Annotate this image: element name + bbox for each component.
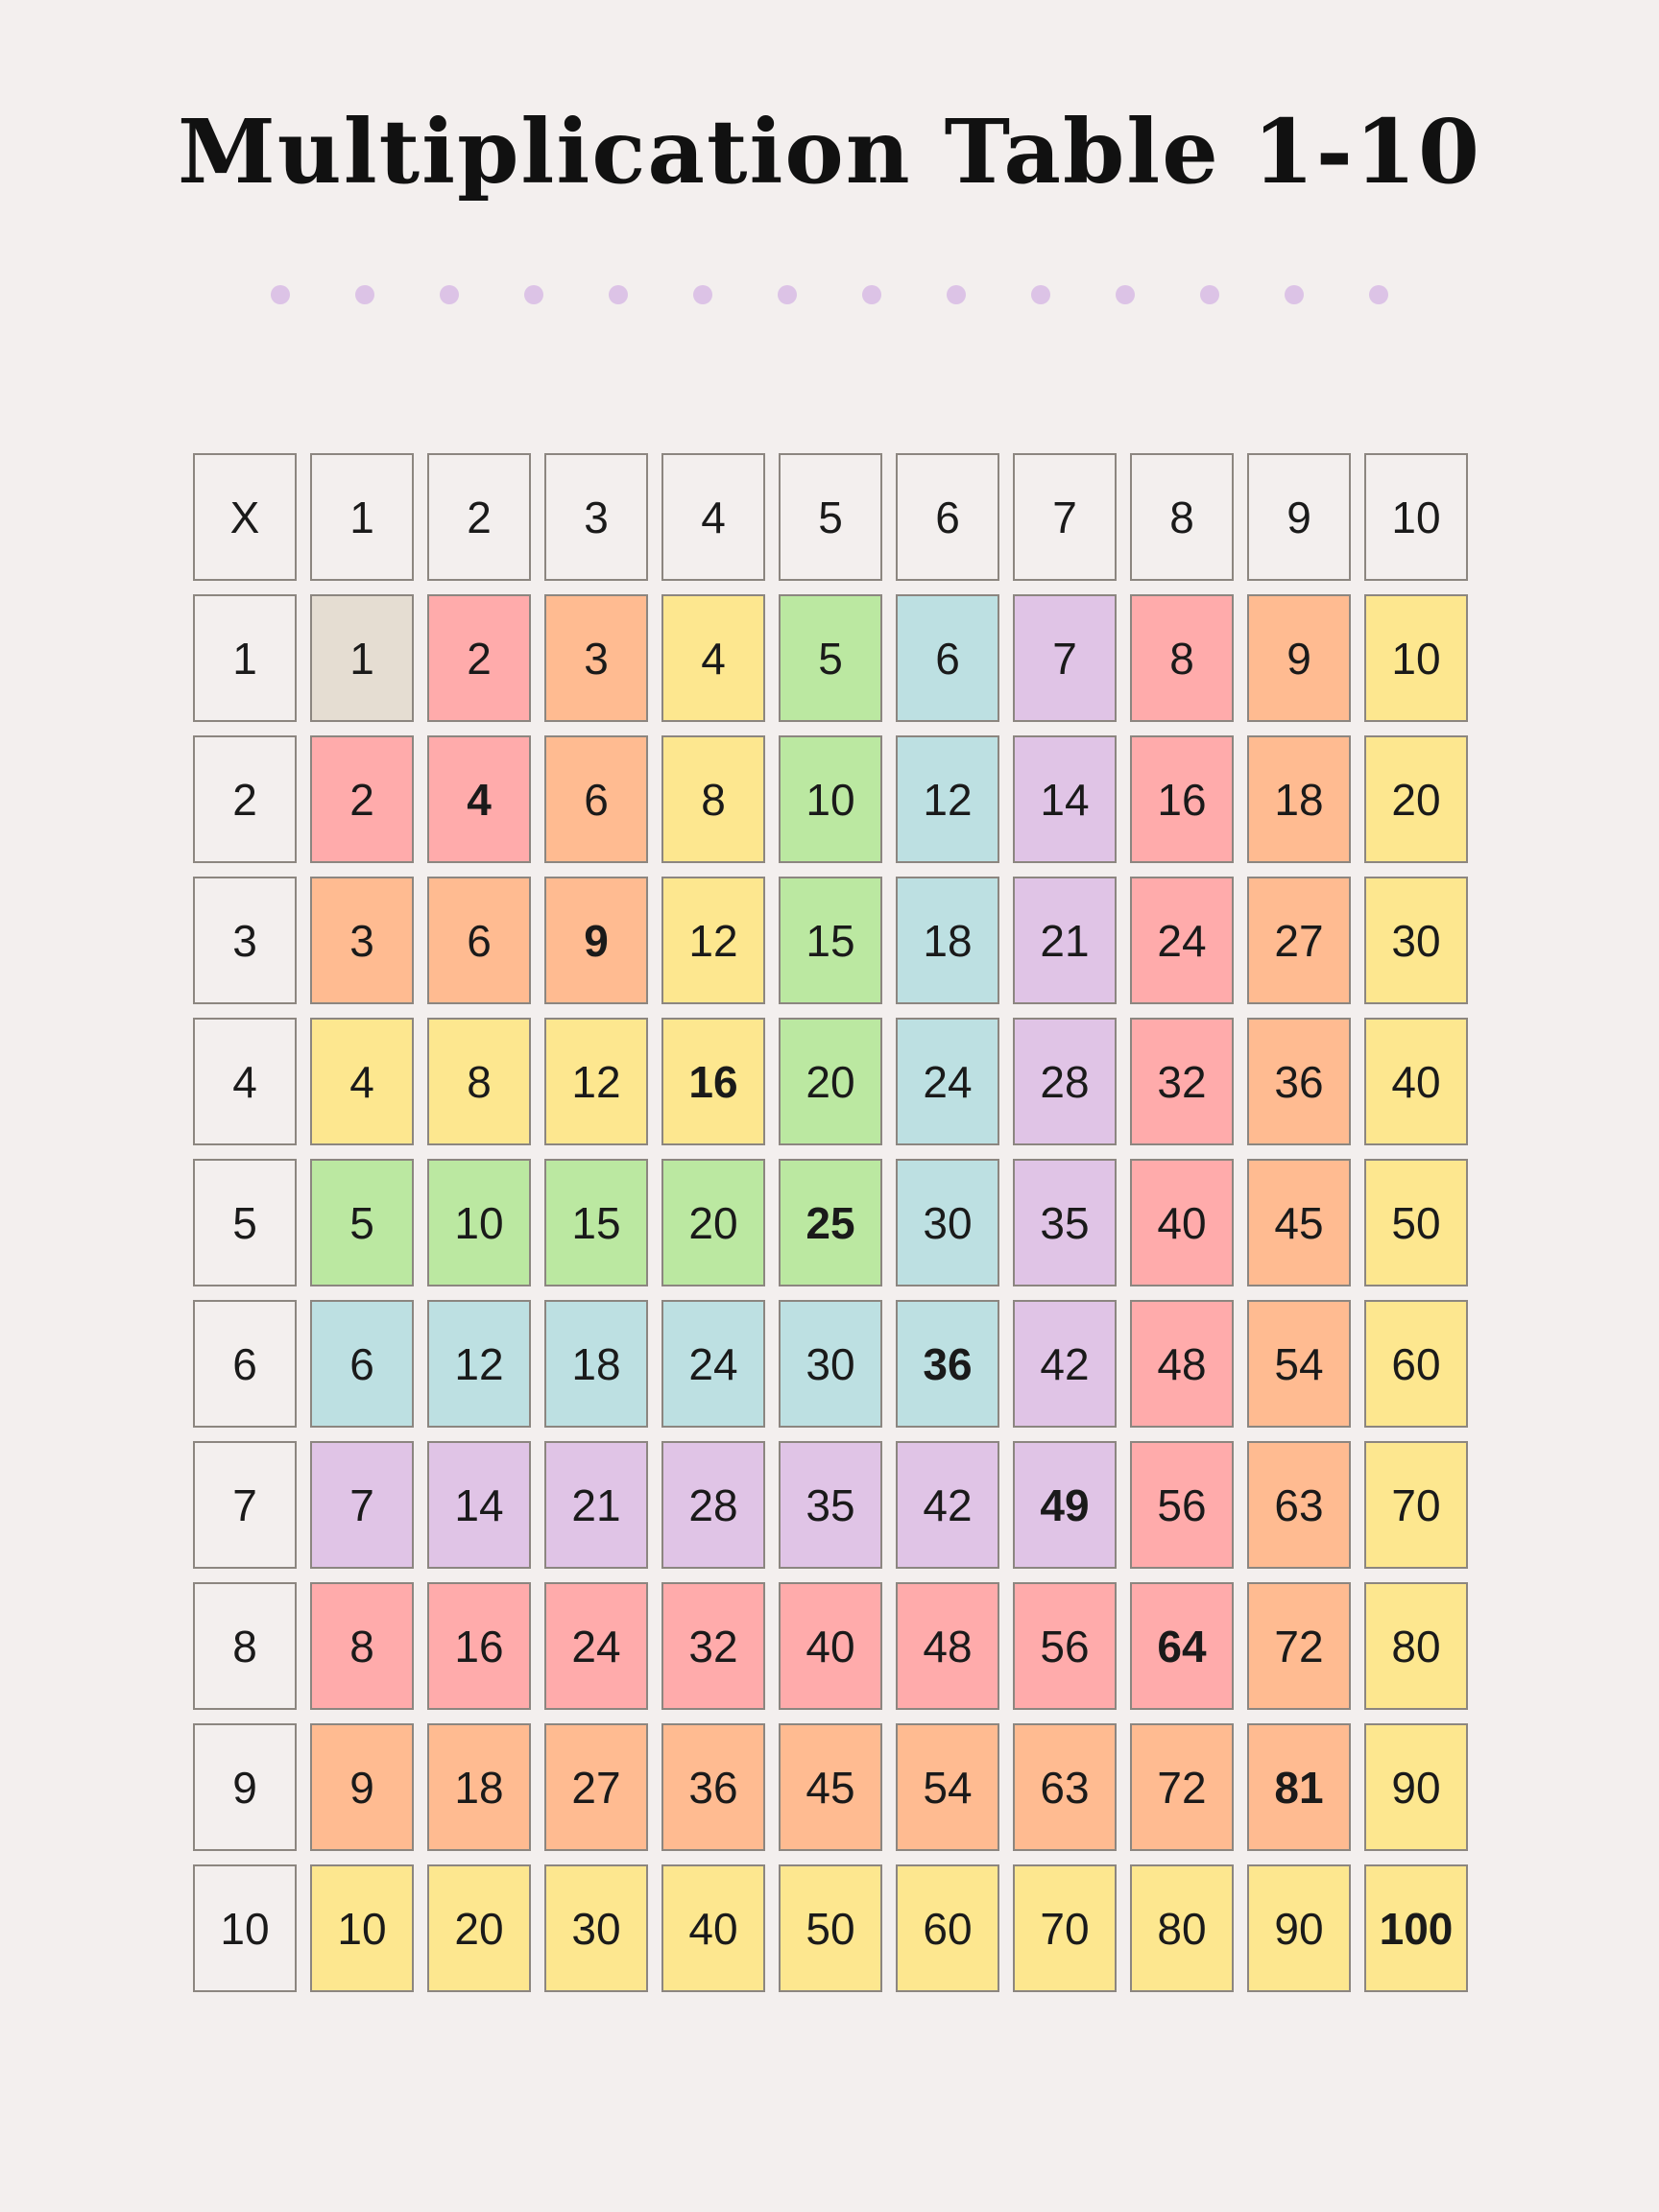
product-cell: 30	[1364, 877, 1468, 1004]
column-header: 5	[779, 453, 882, 581]
decorative-dot-row	[271, 284, 1388, 305]
product-cell: 14	[1013, 735, 1117, 863]
product-cell: 40	[661, 1864, 765, 1992]
dot-icon	[947, 285, 966, 304]
product-cell: 40	[1364, 1018, 1468, 1145]
product-cell: 70	[1013, 1864, 1117, 1992]
row-header: 7	[193, 1441, 297, 1569]
product-cell: 35	[779, 1441, 882, 1569]
product-cell: 9	[1247, 594, 1351, 722]
dot-icon	[440, 285, 459, 304]
product-cell: 18	[427, 1723, 531, 1851]
product-cell: 12	[896, 735, 999, 863]
product-cell: 18	[896, 877, 999, 1004]
product-cell: 6	[896, 594, 999, 722]
product-cell: 20	[1364, 735, 1468, 863]
row-header: 8	[193, 1582, 297, 1710]
product-cell: 2	[310, 735, 414, 863]
product-cell: 18	[1247, 735, 1351, 863]
product-cell: 42	[896, 1441, 999, 1569]
product-cell: 1	[310, 594, 414, 722]
product-cell: 32	[661, 1582, 765, 1710]
row-header: 6	[193, 1300, 297, 1428]
product-cell: 32	[1130, 1018, 1234, 1145]
column-header: 6	[896, 453, 999, 581]
product-cell: 63	[1013, 1723, 1117, 1851]
row-header: 1	[193, 594, 297, 722]
corner-cell: X	[193, 453, 297, 581]
square-cell: 36	[896, 1300, 999, 1428]
multiplication-table	[193, 453, 1468, 1992]
product-cell: 6	[427, 877, 531, 1004]
row-header: 5	[193, 1159, 297, 1286]
product-cell: 5	[779, 594, 882, 722]
product-cell: 72	[1247, 1582, 1351, 1710]
product-cell: 10	[1364, 594, 1468, 722]
dot-icon	[778, 285, 797, 304]
square-cell: 100	[1364, 1864, 1468, 1992]
column-header: 1	[310, 453, 414, 581]
product-cell: 6	[544, 735, 648, 863]
square-cell: 64	[1130, 1582, 1234, 1710]
product-cell: 36	[1247, 1018, 1351, 1145]
product-cell: 10	[310, 1864, 414, 1992]
product-cell: 12	[427, 1300, 531, 1428]
product-cell: 90	[1364, 1723, 1468, 1851]
product-cell: 30	[779, 1300, 882, 1428]
product-cell: 12	[661, 877, 765, 1004]
column-header: 10	[1364, 453, 1468, 581]
square-cell: 49	[1013, 1441, 1117, 1569]
product-cell: 14	[427, 1441, 531, 1569]
product-cell: 4	[661, 594, 765, 722]
product-cell: 27	[1247, 877, 1351, 1004]
dot-icon	[355, 285, 374, 304]
product-cell: 20	[427, 1864, 531, 1992]
product-cell: 28	[661, 1441, 765, 1569]
product-cell: 21	[1013, 877, 1117, 1004]
column-header: 8	[1130, 453, 1234, 581]
column-header: 4	[661, 453, 765, 581]
product-cell: 48	[896, 1582, 999, 1710]
product-cell: 27	[544, 1723, 648, 1851]
product-cell: 18	[544, 1300, 648, 1428]
product-cell: 72	[1130, 1723, 1234, 1851]
row-header: 3	[193, 877, 297, 1004]
product-cell: 40	[779, 1582, 882, 1710]
product-cell: 56	[1130, 1441, 1234, 1569]
product-cell: 54	[1247, 1300, 1351, 1428]
column-header: 9	[1247, 453, 1351, 581]
square-cell: 4	[427, 735, 531, 863]
column-header: 3	[544, 453, 648, 581]
product-cell: 8	[310, 1582, 414, 1710]
product-cell: 48	[1130, 1300, 1234, 1428]
column-header: 2	[427, 453, 531, 581]
product-cell: 7	[310, 1441, 414, 1569]
product-cell: 24	[661, 1300, 765, 1428]
column-header: 7	[1013, 453, 1117, 581]
product-cell: 80	[1364, 1582, 1468, 1710]
product-cell: 42	[1013, 1300, 1117, 1428]
dot-icon	[862, 285, 881, 304]
product-cell: 36	[661, 1723, 765, 1851]
product-cell: 16	[427, 1582, 531, 1710]
row-header: 10	[193, 1864, 297, 1992]
product-cell: 24	[1130, 877, 1234, 1004]
dot-icon	[1031, 285, 1050, 304]
product-cell: 20	[779, 1018, 882, 1145]
product-cell: 63	[1247, 1441, 1351, 1569]
product-cell: 9	[310, 1723, 414, 1851]
product-cell: 7	[1013, 594, 1117, 722]
product-cell: 6	[310, 1300, 414, 1428]
product-cell: 90	[1247, 1864, 1351, 1992]
product-cell: 60	[896, 1864, 999, 1992]
square-cell: 81	[1247, 1723, 1351, 1851]
row-header: 2	[193, 735, 297, 863]
square-cell: 9	[544, 877, 648, 1004]
product-cell: 54	[896, 1723, 999, 1851]
dot-icon	[609, 285, 628, 304]
dot-icon	[693, 285, 712, 304]
product-cell: 10	[779, 735, 882, 863]
product-cell: 70	[1364, 1441, 1468, 1569]
product-cell: 4	[310, 1018, 414, 1145]
product-cell: 30	[544, 1864, 648, 1992]
square-cell: 16	[661, 1018, 765, 1145]
row-header: 9	[193, 1723, 297, 1851]
product-cell: 45	[1247, 1159, 1351, 1286]
product-cell: 21	[544, 1441, 648, 1569]
dot-icon	[1200, 285, 1219, 304]
product-cell: 8	[427, 1018, 531, 1145]
square-cell: 25	[779, 1159, 882, 1286]
dot-icon	[1116, 285, 1135, 304]
product-cell: 2	[427, 594, 531, 722]
product-cell: 10	[427, 1159, 531, 1286]
product-cell: 3	[544, 594, 648, 722]
page-title: Multiplication Table 1-10	[177, 100, 1482, 204]
product-cell: 60	[1364, 1300, 1468, 1428]
product-cell: 5	[310, 1159, 414, 1286]
product-cell: 30	[896, 1159, 999, 1286]
dot-icon	[1285, 285, 1304, 304]
product-cell: 35	[1013, 1159, 1117, 1286]
product-cell: 50	[1364, 1159, 1468, 1286]
dot-icon	[271, 285, 290, 304]
product-cell: 24	[544, 1582, 648, 1710]
dot-icon	[1369, 285, 1388, 304]
product-cell: 24	[896, 1018, 999, 1145]
product-cell: 12	[544, 1018, 648, 1145]
product-cell: 50	[779, 1864, 882, 1992]
product-cell: 15	[544, 1159, 648, 1286]
product-cell: 20	[661, 1159, 765, 1286]
product-cell: 8	[1130, 594, 1234, 722]
product-cell: 16	[1130, 735, 1234, 863]
product-cell: 8	[661, 735, 765, 863]
product-cell: 3	[310, 877, 414, 1004]
product-cell: 80	[1130, 1864, 1234, 1992]
product-cell: 40	[1130, 1159, 1234, 1286]
product-cell: 15	[779, 877, 882, 1004]
dot-icon	[524, 285, 543, 304]
product-cell: 45	[779, 1723, 882, 1851]
product-cell: 28	[1013, 1018, 1117, 1145]
product-cell: 56	[1013, 1582, 1117, 1710]
row-header: 4	[193, 1018, 297, 1145]
